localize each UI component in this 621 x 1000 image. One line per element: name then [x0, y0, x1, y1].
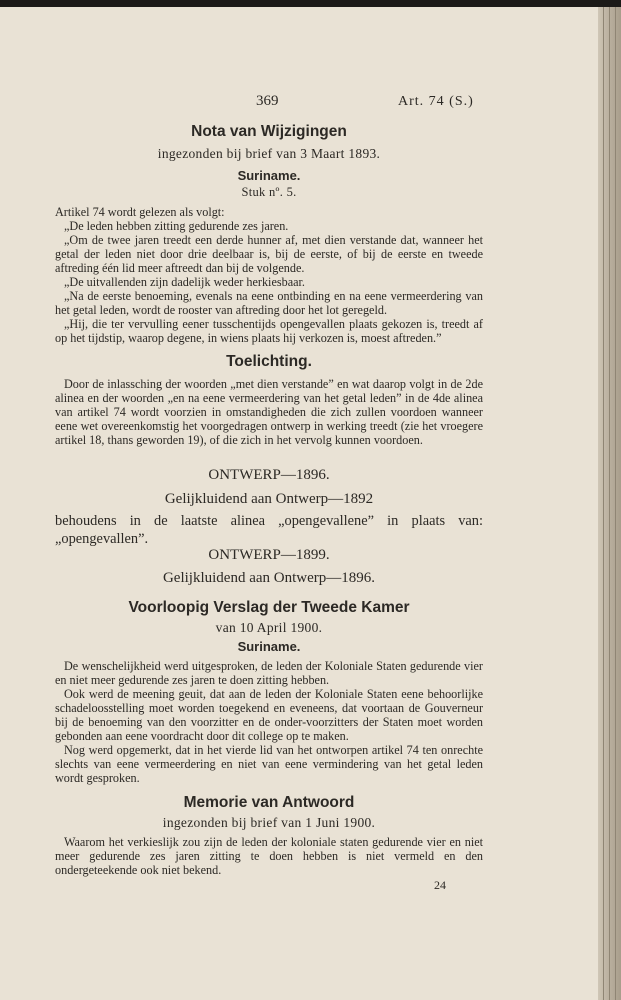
nota-stuk: Stuk nº. 5.	[241, 185, 297, 199]
toelichting-paragraph: Door de inlassching der woorden „met dien verstande” en wat daarop volgt in de 2de alinea en der woorden „en na eene vermeerdering van het getal leden” in de 4de alinea van artikel 74 wordt voorzien in omstandigheden die zich zullen voordoen wanneer eene wet overeenkomstig het voorgedragen ontwerp in werking treedt (zie het vroegere artikel 18, thans geworden 19), of die zich in het vervolg kunnen voordoen.	[55, 377, 483, 447]
page-number: 369	[256, 93, 279, 109]
toelichting-text	[55, 377, 483, 447]
page-edge-line	[615, 7, 616, 1000]
nota-paragraph: „Na de eerste benoeming, evenals na eene ontbinding en na eene vermeerdering van het getal leden, wordt de rooster van aftreding door het lot geregeld.	[55, 289, 483, 317]
verslag-text	[55, 659, 483, 785]
toelichting-title: Toelichting.	[226, 353, 312, 370]
nota-paragraph: „De leden hebben zitting gedurende zes jaren.	[64, 219, 289, 233]
ontwerp-1899-title: ONTWERP—1899.	[208, 547, 330, 563]
nota-subtitle: ingezonden bij brief van 3 Maart 1893.	[157, 146, 381, 161]
memorie-subtitle: ingezonden bij brief van 1 Juni 1900.	[162, 815, 376, 830]
nota-paragraph: „De uitvallenden zijn dadelijk weder herkiesbaar.	[64, 275, 305, 289]
article-reference: Art. 74 (S.)	[398, 94, 474, 109]
top-frame-bar	[0, 0, 621, 7]
ontwerp-1896-text	[55, 512, 483, 548]
page-edge-line	[603, 7, 604, 1000]
page-edge-line	[609, 7, 610, 1000]
ontwerp-1899-line1: Gelijkluidend aan Ontwerp—1896.	[162, 570, 376, 586]
verslag-title: Voorloopig Verslag der Tweede Kamer	[128, 599, 410, 616]
ontwerp-1896-line1: Gelijkluidend aan Ontwerp—1892	[164, 491, 374, 507]
nota-text	[55, 205, 483, 345]
memorie-paragraph: Waarom het verkieslijk zou zijn de leden der koloniale staten gedurende vier en niet meer gedurende zes jaren zitting te doen hebben is niet vermeld en den ondergeteekende ook niet bekend.	[55, 835, 483, 877]
verslag-paragraph: Nog werd opgemerkt, dat in het vierde lid van het ontworpen artikel 74 ten onrechte slechts van eene vermeerdering en niet van eene vermindering van het getal leden wordt gesproken.	[55, 743, 483, 785]
nota-paragraph: „Om de twee jaren treedt een derde hunner af, met dien verstande dat, wanneer het getal der leden niet door drie deelbaar is, bij de eerste, of bij de eerste en tweede aftreding één lid meer aftreedt dan bij de volgende.	[55, 233, 483, 275]
memorie-title: Memorie van Antwoord	[183, 794, 355, 811]
nota-region: Suriname.	[237, 168, 301, 183]
verslag-paragraph: De wenschelijkheid werd uitgesproken, de leden der Koloniale Staten gedurende vier en niet meer gedurende zes jaren te doen zitting hebben.	[55, 659, 483, 687]
nota-paragraph: Artikel 74 wordt gelezen als volgt:	[55, 205, 225, 219]
signature-mark: 24	[434, 878, 446, 892]
nota-title: Nota van Wijzigingen	[191, 123, 347, 140]
nota-paragraph: „Hij, die ter vervulling eener tusschentijds opengevallen plaats gekozen is, treedt af op het tijdstip, waarop degene, in wiens plaats hij verkozen is, moest aftreden.”	[55, 317, 483, 345]
memorie-text	[55, 835, 483, 877]
ontwerp-1896-line2: behoudens in de laatste alinea „opengevallene” in plaats van: „opengevallen”.	[55, 513, 483, 547]
verslag-subtitle: van 10 April 1900.	[215, 620, 323, 635]
verslag-region: Suriname.	[237, 639, 301, 654]
verslag-paragraph: Ook werd de meening geuit, dat aan de leden der Koloniale Staten eene behoorlijke schadeloosstelling moet worden toegekend en eveneens, dat voortaan de Gouverneur bij de benoeming van den voorzitter en de onder-voorzitters der Staten moet worden gebonden aan eene voordracht door dit college op te maken.	[55, 687, 483, 743]
scanned-page	[0, 7, 598, 1000]
ontwerp-1896-title: ONTWERP—1896.	[208, 467, 330, 483]
